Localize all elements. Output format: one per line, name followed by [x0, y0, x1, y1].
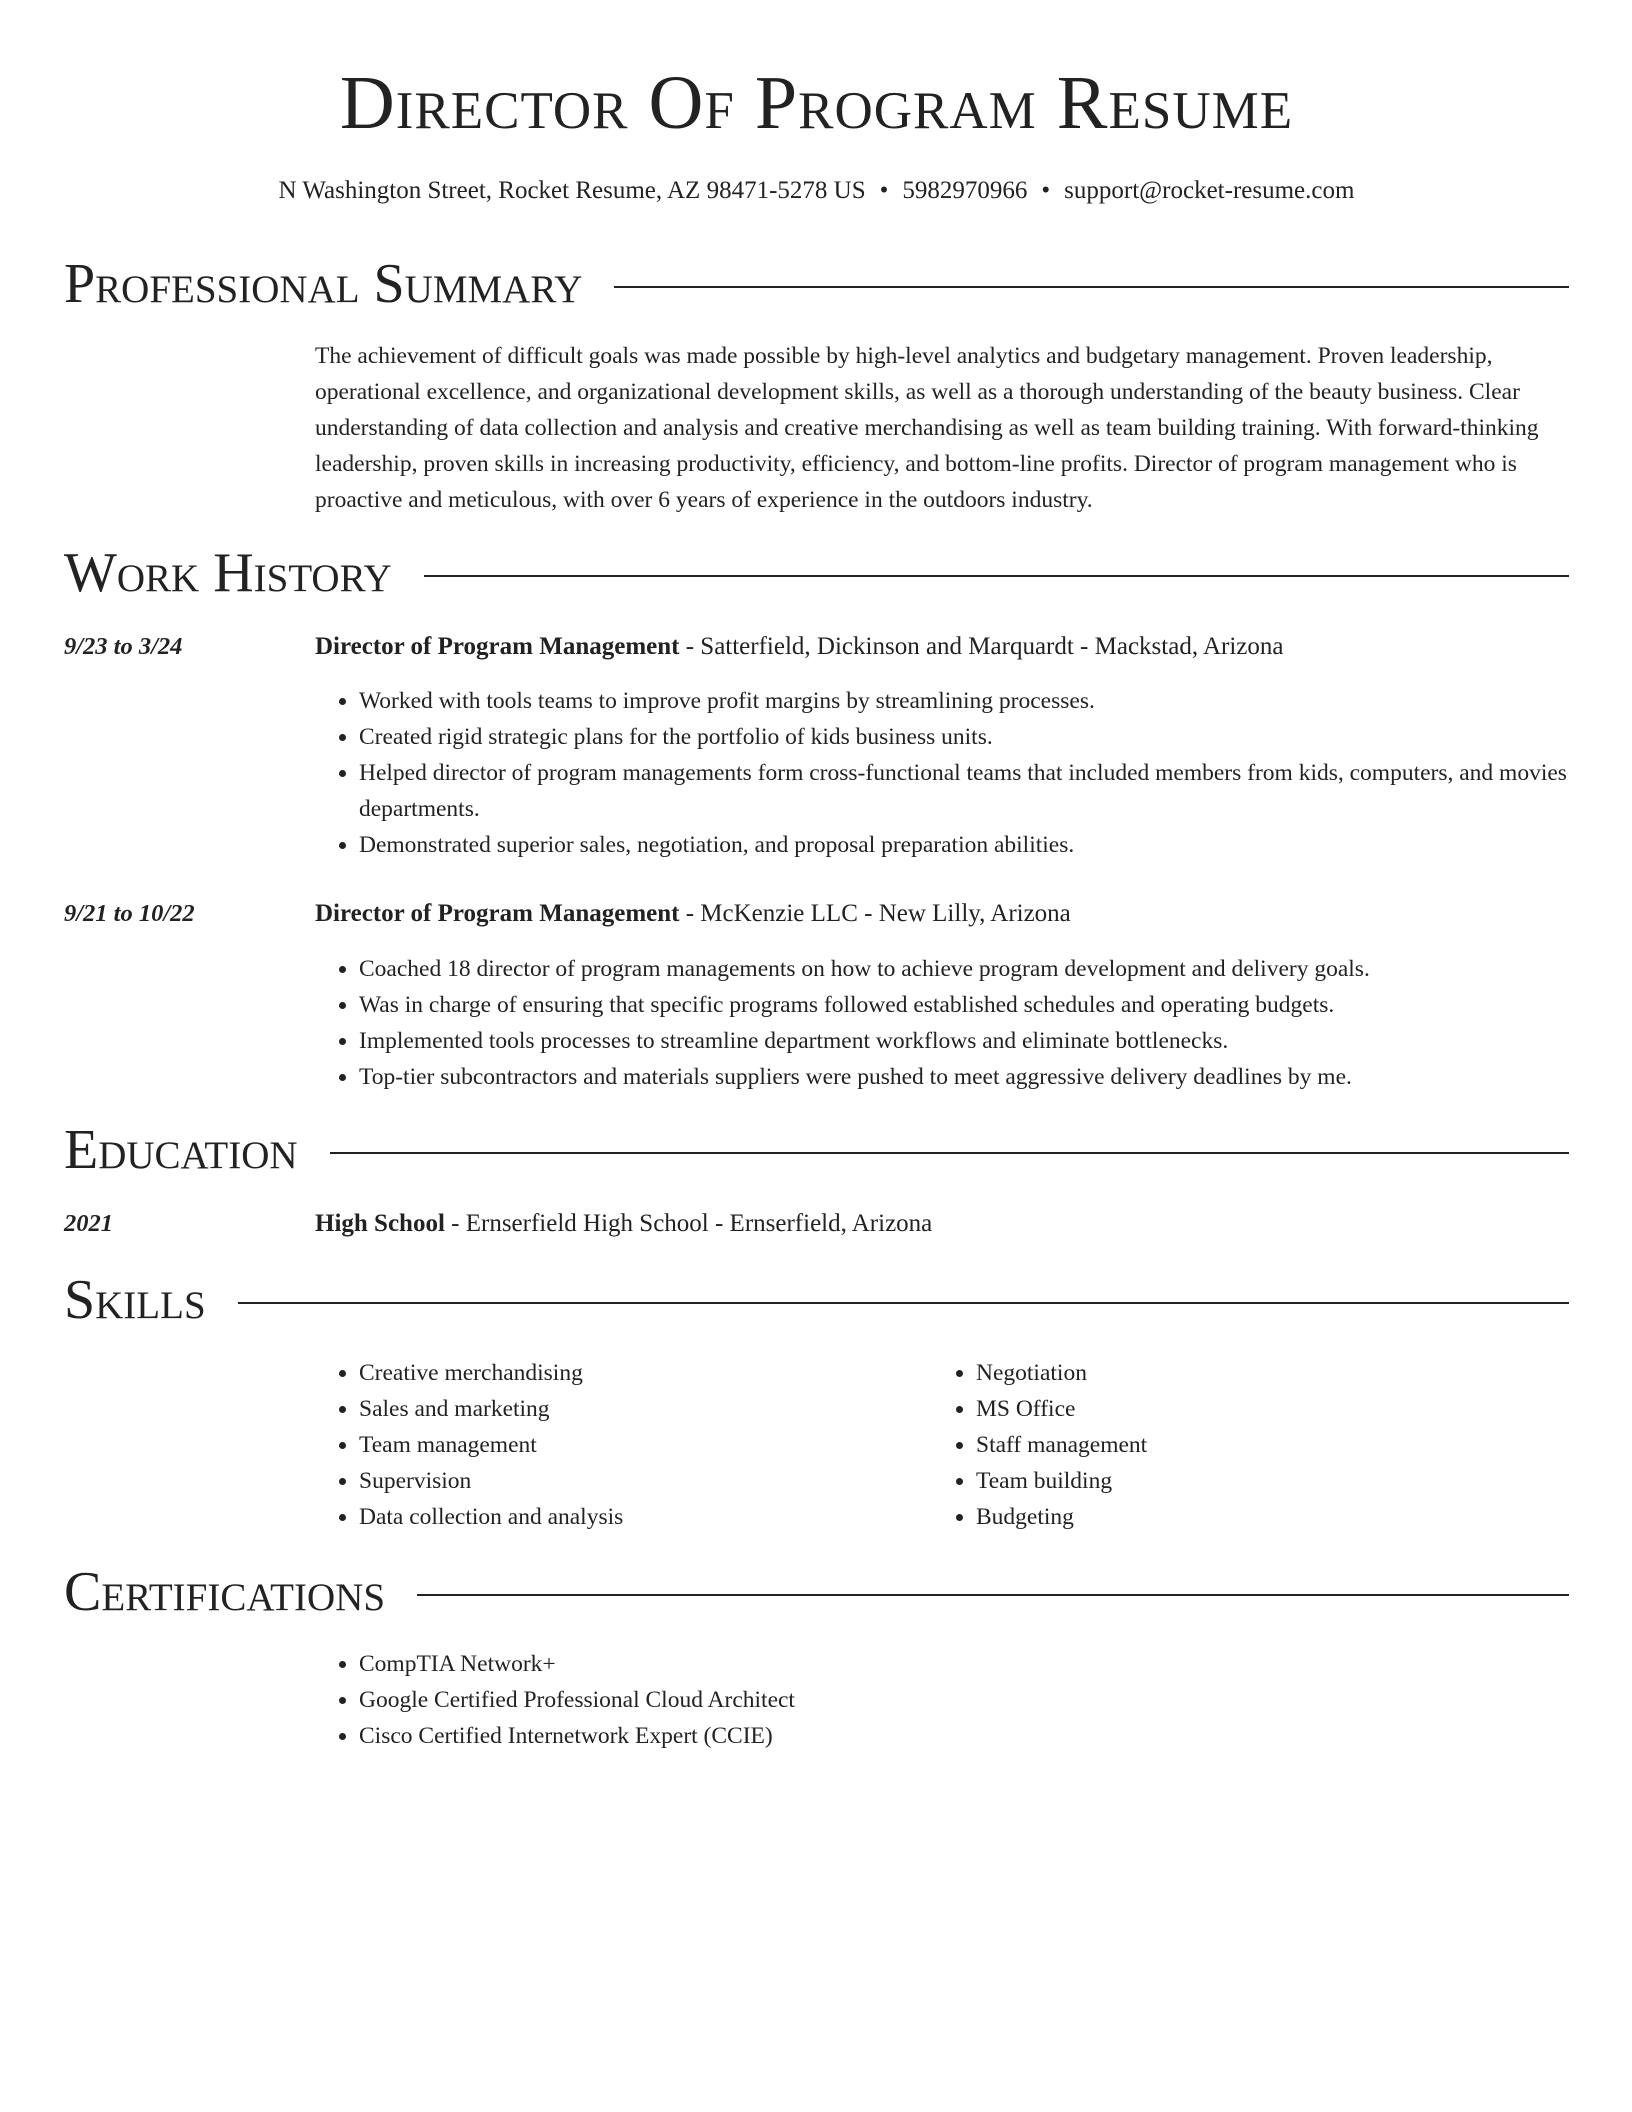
job-title: Director of Program Management	[315, 900, 680, 927]
address-text: N Washington Street, Rocket Resume, AZ 98471-5278 US	[278, 177, 866, 204]
contact-line	[64, 174, 1569, 208]
skill-item: • Budgeting	[976, 1499, 1569, 1535]
skill-item: • Team management	[359, 1427, 932, 1463]
education-year: 2021	[64, 1210, 113, 1237]
job-bullet: • Implemented tools processes to streamline department workflows and eliminate bottlenecks.	[359, 1023, 1569, 1059]
section-divider	[238, 1302, 1569, 1304]
job-bullet: • Coached 18 director of program managements on how to achieve program development and delivery goals.	[359, 951, 1569, 987]
job-bullets	[315, 683, 1569, 863]
job-bullet: • Was in charge of ensuring that specific programs followed established schedules and operating budgets.	[359, 987, 1569, 1023]
job-header	[315, 897, 1569, 931]
education-heading: Education	[64, 1119, 298, 1181]
certifications-heading: Certifications	[64, 1561, 386, 1623]
section-divider	[417, 1594, 1569, 1596]
skill-item: • Supervision	[359, 1463, 932, 1499]
certification-item: • Cisco Certified Internetwork Expert (CCIE)	[359, 1718, 1569, 1754]
job-details: - Satterfield, Dickinson and Marquardt - Mackstad, Arizona	[679, 633, 1284, 660]
education-section-header	[64, 1118, 1569, 1182]
skills-section-header	[64, 1268, 1569, 1332]
job-bullet: • Top-tier subcontractors and materials suppliers were pushed to meet aggressive delivery deadlines by me.	[359, 1059, 1569, 1095]
skill-item: • Team building	[976, 1463, 1569, 1499]
skill-item: • MS Office	[976, 1391, 1569, 1427]
email-text: support@rocket-resume.com	[1064, 177, 1355, 204]
certification-item: • CompTIA Network+	[359, 1646, 1569, 1682]
job-details: - McKenzie LLC - New Lilly, Arizona	[679, 900, 1071, 927]
phone-text: 5982970966	[902, 177, 1028, 204]
work-heading: Work History	[64, 542, 392, 604]
job-bullet: • Helped director of program managements form cross-functional teams that included members from kids, computers, and movies departments.	[359, 755, 1569, 827]
section-divider	[424, 575, 1569, 577]
skill-item: • Sales and marketing	[359, 1391, 932, 1427]
education-details: - Ernserfield High School - Ernserfield, Arizona	[444, 1210, 933, 1237]
summary-heading: Professional Summary	[64, 253, 583, 315]
skills-list-left	[315, 1355, 932, 1535]
resume-title: Director Of Program Resume	[339, 61, 1294, 145]
job-dates: 9/21 to 10/22	[64, 900, 195, 927]
job-title: Director of Program Management	[315, 633, 680, 660]
skill-item: • Creative merchandising	[359, 1355, 932, 1391]
separator-dot: •	[879, 177, 889, 204]
section-divider	[330, 1152, 1569, 1154]
summary-text: The achievement of difficult goals was made possible by high-level analytics and budgetary management. Proven leadership, operational excellence, and organizational development skills, as well as a thorough understanding of the beauty business. Clear understanding of data collection and analysis and creative merchandising as well as team building training. With forward-thinking leadership, proven skills in increasing productivity, efficiency, and bottom-line profits. Director of program management who is proactive and meticulous, with over 6 years of experience in the outdoors industry.	[315, 343, 1539, 513]
separator-dot: •	[1041, 177, 1051, 204]
skill-item: • Staff management	[976, 1427, 1569, 1463]
work-section-header	[64, 541, 1569, 605]
certifications-list	[315, 1646, 1569, 1754]
job-bullets	[315, 951, 1569, 1095]
education-header	[315, 1207, 1569, 1241]
skills-heading: Skills	[64, 1269, 206, 1331]
summary-section-header	[64, 252, 1569, 316]
skill-item: • Negotiation	[976, 1355, 1569, 1391]
certification-item: • Google Certified Professional Cloud Architect	[359, 1682, 1569, 1718]
job-bullet: • Worked with tools teams to improve profit margins by streamlining processes.	[359, 683, 1569, 719]
skill-item: • Data collection and analysis	[359, 1499, 932, 1535]
education-degree: High School	[315, 1210, 445, 1237]
skills-list-right	[932, 1355, 1569, 1535]
job-bullet: • Created rigid strategic plans for the portfolio of kids business units.	[359, 719, 1569, 755]
job-dates: 9/23 to 3/24	[64, 633, 183, 660]
certifications-section-header	[64, 1560, 1569, 1624]
job-bullet: • Demonstrated superior sales, negotiation, and proposal preparation abilities.	[359, 827, 1569, 863]
job-header	[315, 630, 1569, 664]
section-divider	[614, 286, 1569, 288]
